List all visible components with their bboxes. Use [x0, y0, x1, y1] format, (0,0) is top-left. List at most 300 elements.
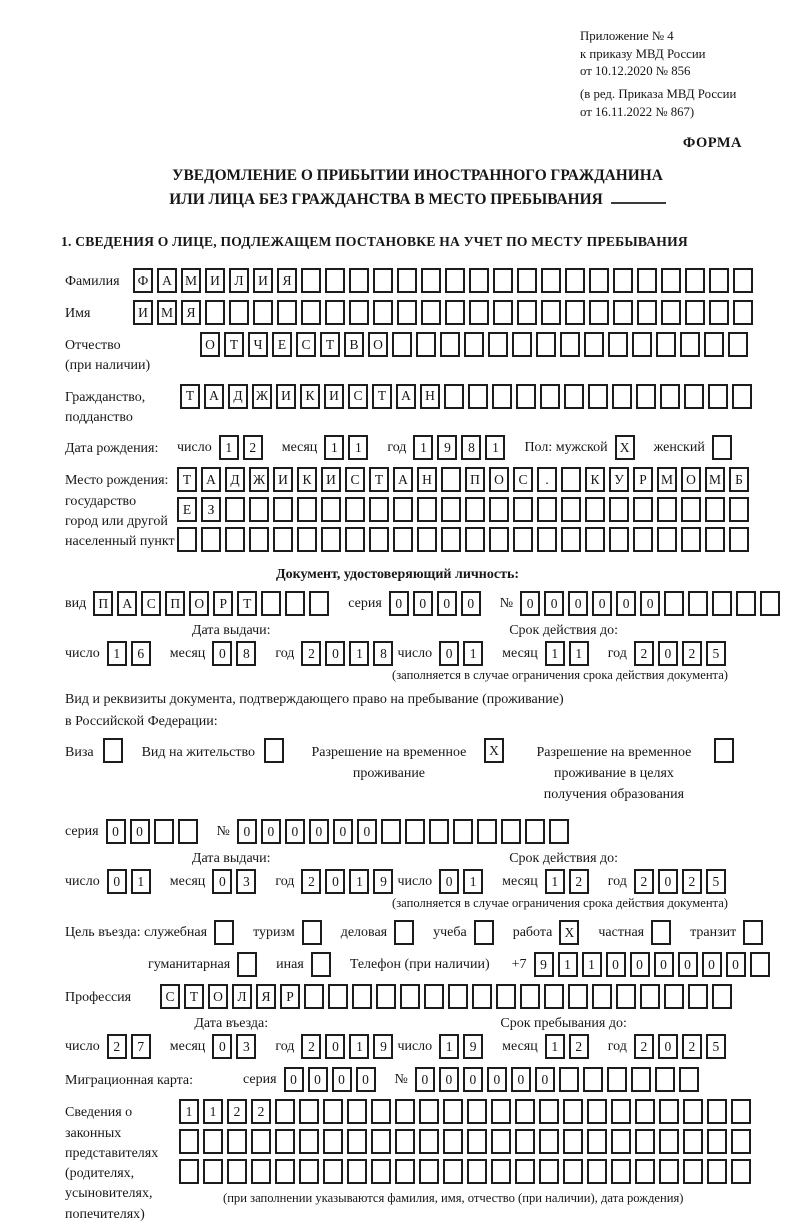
form-cell[interactable]: [750, 952, 770, 977]
form-cell[interactable]: [709, 268, 729, 293]
form-cell[interactable]: [203, 1159, 223, 1184]
form-cell[interactable]: [609, 497, 629, 522]
form-cell[interactable]: [488, 332, 508, 357]
form-cell[interactable]: 0: [658, 1034, 678, 1059]
form-cell[interactable]: П: [165, 591, 185, 616]
form-cell[interactable]: [587, 1129, 607, 1154]
form-cell[interactable]: 1: [349, 869, 369, 894]
form-cell[interactable]: [347, 1099, 367, 1124]
form-cell[interactable]: [421, 268, 441, 293]
form-cell[interactable]: Т: [372, 384, 392, 409]
form-cell[interactable]: 0: [520, 591, 540, 616]
form-cell[interactable]: 0: [439, 641, 459, 666]
form-cell[interactable]: [705, 527, 725, 552]
form-cell[interactable]: [513, 527, 533, 552]
form-cell[interactable]: И: [321, 467, 341, 492]
form-cell[interactable]: Т: [224, 332, 244, 357]
form-cell[interactable]: 0: [606, 952, 626, 977]
form-cell[interactable]: [376, 984, 396, 1009]
form-cell[interactable]: [349, 300, 369, 325]
form-cell[interactable]: [321, 527, 341, 552]
form-cell[interactable]: 0: [654, 952, 674, 977]
form-cell[interactable]: [680, 332, 700, 357]
form-cell[interactable]: [373, 300, 393, 325]
form-cell[interactable]: [253, 300, 273, 325]
form-cell[interactable]: [205, 300, 225, 325]
form-cell[interactable]: [760, 591, 780, 616]
form-cell[interactable]: 0: [487, 1067, 507, 1092]
form-cell[interactable]: [273, 497, 293, 522]
form-cell[interactable]: [501, 819, 521, 844]
form-cell[interactable]: [609, 527, 629, 552]
form-cell[interactable]: 9: [437, 435, 457, 460]
form-cell[interactable]: [394, 920, 414, 945]
form-cell[interactable]: Я: [277, 268, 297, 293]
form-cell[interactable]: 0: [463, 1067, 483, 1092]
form-cell[interactable]: [201, 527, 221, 552]
form-cell[interactable]: 0: [535, 1067, 555, 1092]
form-cell[interactable]: [297, 527, 317, 552]
form-cell[interactable]: [443, 1129, 463, 1154]
form-cell[interactable]: 0: [640, 591, 660, 616]
form-cell[interactable]: [583, 1067, 603, 1092]
form-cell[interactable]: С: [345, 467, 365, 492]
form-cell[interactable]: [685, 268, 705, 293]
form-cell[interactable]: [731, 1099, 751, 1124]
form-cell[interactable]: А: [201, 467, 221, 492]
form-cell[interactable]: 5: [706, 641, 726, 666]
form-cell[interactable]: Д: [228, 384, 248, 409]
form-cell[interactable]: [640, 984, 660, 1009]
form-cell[interactable]: П: [465, 467, 485, 492]
form-cell[interactable]: [496, 984, 516, 1009]
form-cell[interactable]: [736, 591, 756, 616]
form-cell[interactable]: Т: [237, 591, 257, 616]
form-cell[interactable]: [440, 332, 460, 357]
form-cell[interactable]: [613, 268, 633, 293]
form-cell[interactable]: [225, 527, 245, 552]
form-cell[interactable]: 1: [463, 641, 483, 666]
form-cell[interactable]: 0: [437, 591, 457, 616]
form-cell[interactable]: 0: [261, 819, 281, 844]
form-cell[interactable]: [729, 527, 749, 552]
form-cell[interactable]: [421, 300, 441, 325]
form-cell[interactable]: 1: [545, 1034, 565, 1059]
form-cell[interactable]: [445, 268, 465, 293]
form-cell[interactable]: 0: [212, 869, 232, 894]
form-cell[interactable]: [712, 984, 732, 1009]
form-cell[interactable]: [565, 300, 585, 325]
form-cell[interactable]: 0: [616, 591, 636, 616]
form-cell[interactable]: 1: [349, 1034, 369, 1059]
form-cell[interactable]: [214, 920, 234, 945]
form-cell[interactable]: [541, 300, 561, 325]
form-cell[interactable]: [587, 1099, 607, 1124]
form-cell[interactable]: [275, 1099, 295, 1124]
form-cell[interactable]: [559, 1067, 579, 1092]
form-cell[interactable]: 0: [658, 869, 678, 894]
form-cell[interactable]: 6: [131, 641, 151, 666]
form-cell[interactable]: [588, 384, 608, 409]
form-cell[interactable]: [225, 497, 245, 522]
form-cell[interactable]: [227, 1159, 247, 1184]
form-cell[interactable]: 0: [237, 819, 257, 844]
form-cell[interactable]: [657, 497, 677, 522]
form-cell[interactable]: 0: [212, 641, 232, 666]
form-cell[interactable]: 3: [236, 869, 256, 894]
form-cell[interactable]: [612, 384, 632, 409]
form-cell[interactable]: 1: [348, 435, 368, 460]
form-cell[interactable]: [656, 332, 676, 357]
form-cell[interactable]: 0: [332, 1067, 352, 1092]
form-cell[interactable]: П: [93, 591, 113, 616]
form-cell[interactable]: 2: [251, 1099, 271, 1124]
form-cell[interactable]: 3: [236, 1034, 256, 1059]
form-cell[interactable]: [397, 300, 417, 325]
form-cell[interactable]: 2: [107, 1034, 127, 1059]
form-cell[interactable]: [661, 300, 681, 325]
form-cell[interactable]: [395, 1099, 415, 1124]
form-cell[interactable]: [635, 1159, 655, 1184]
form-cell[interactable]: 0: [415, 1067, 435, 1092]
form-cell[interactable]: [635, 1099, 655, 1124]
form-cell[interactable]: М: [157, 300, 177, 325]
form-cell[interactable]: 0: [678, 952, 698, 977]
form-cell[interactable]: [325, 300, 345, 325]
form-cell[interactable]: [397, 268, 417, 293]
form-cell[interactable]: 2: [682, 1034, 702, 1059]
form-cell[interactable]: 0: [308, 1067, 328, 1092]
form-cell[interactable]: [536, 332, 556, 357]
form-cell[interactable]: К: [585, 467, 605, 492]
form-cell[interactable]: [302, 920, 322, 945]
form-cell[interactable]: 0: [130, 819, 150, 844]
form-cell[interactable]: 2: [301, 1034, 321, 1059]
form-cell[interactable]: [465, 497, 485, 522]
form-cell[interactable]: [441, 527, 461, 552]
form-cell[interactable]: С: [348, 384, 368, 409]
form-cell[interactable]: .: [537, 467, 557, 492]
form-cell[interactable]: [525, 819, 545, 844]
form-cell[interactable]: [154, 819, 174, 844]
form-cell[interactable]: [474, 920, 494, 945]
form-cell[interactable]: О: [208, 984, 228, 1009]
form-cell[interactable]: С: [141, 591, 161, 616]
form-cell[interactable]: [419, 1159, 439, 1184]
form-cell[interactable]: [345, 497, 365, 522]
form-cell[interactable]: 2: [301, 641, 321, 666]
form-cell[interactable]: [227, 1129, 247, 1154]
form-cell[interactable]: 0: [357, 819, 377, 844]
form-cell[interactable]: [659, 1129, 679, 1154]
form-cell[interactable]: [683, 1099, 703, 1124]
form-cell[interactable]: [229, 300, 249, 325]
form-cell[interactable]: 0: [333, 819, 353, 844]
form-cell[interactable]: [395, 1129, 415, 1154]
form-cell[interactable]: 5: [706, 869, 726, 894]
form-cell[interactable]: И: [276, 384, 296, 409]
form-cell[interactable]: [537, 497, 557, 522]
form-cell[interactable]: [467, 1129, 487, 1154]
form-cell[interactable]: 2: [634, 1034, 654, 1059]
form-cell[interactable]: [443, 1099, 463, 1124]
form-cell[interactable]: И: [324, 384, 344, 409]
form-cell[interactable]: [515, 1129, 535, 1154]
form-cell[interactable]: 0: [568, 591, 588, 616]
form-cell[interactable]: [373, 268, 393, 293]
form-cell[interactable]: [733, 300, 753, 325]
form-cell[interactable]: [611, 1129, 631, 1154]
form-cell[interactable]: 1: [179, 1099, 199, 1124]
form-cell[interactable]: [429, 819, 449, 844]
form-cell[interactable]: 8: [461, 435, 481, 460]
form-cell[interactable]: [637, 300, 657, 325]
form-cell[interactable]: [707, 1129, 727, 1154]
form-cell[interactable]: Т: [184, 984, 204, 1009]
form-cell[interactable]: [704, 332, 724, 357]
form-cell[interactable]: [424, 984, 444, 1009]
form-cell[interactable]: [448, 984, 468, 1009]
form-cell[interactable]: [299, 1159, 319, 1184]
form-cell[interactable]: 5: [706, 1034, 726, 1059]
form-cell[interactable]: [517, 268, 537, 293]
form-cell[interactable]: Т: [369, 467, 389, 492]
form-cell[interactable]: 2: [634, 641, 654, 666]
form-cell[interactable]: [251, 1159, 271, 1184]
form-cell[interactable]: [664, 984, 684, 1009]
form-cell[interactable]: 9: [534, 952, 554, 977]
form-cell[interactable]: [349, 268, 369, 293]
form-cell[interactable]: 9: [373, 1034, 393, 1059]
form-cell[interactable]: 0: [461, 591, 481, 616]
form-cell[interactable]: [683, 1129, 703, 1154]
form-cell[interactable]: [707, 1099, 727, 1124]
form-cell[interactable]: [179, 1159, 199, 1184]
form-cell[interactable]: [277, 300, 297, 325]
form-cell[interactable]: [592, 984, 612, 1009]
form-cell[interactable]: [419, 1099, 439, 1124]
form-cell[interactable]: Р: [280, 984, 300, 1009]
form-cell[interactable]: [540, 384, 560, 409]
form-cell[interactable]: 1: [545, 869, 565, 894]
form-cell[interactable]: 0: [325, 641, 345, 666]
form-cell[interactable]: Р: [213, 591, 233, 616]
form-cell[interactable]: [273, 527, 293, 552]
form-cell[interactable]: 2: [682, 869, 702, 894]
form-cell[interactable]: [589, 268, 609, 293]
form-cell[interactable]: 0: [592, 591, 612, 616]
form-cell[interactable]: [683, 1159, 703, 1184]
form-cell[interactable]: 1: [545, 641, 565, 666]
form-cell[interactable]: И: [205, 268, 225, 293]
form-cell[interactable]: [203, 1129, 223, 1154]
form-cell[interactable]: З: [201, 497, 221, 522]
form-cell[interactable]: Ф: [133, 268, 153, 293]
form-cell[interactable]: [419, 1129, 439, 1154]
form-cell[interactable]: 1: [107, 641, 127, 666]
form-cell[interactable]: [237, 952, 257, 977]
form-cell[interactable]: О: [681, 467, 701, 492]
form-cell[interactable]: С: [296, 332, 316, 357]
form-cell[interactable]: [493, 268, 513, 293]
form-cell[interactable]: 0: [212, 1034, 232, 1059]
form-cell[interactable]: Н: [417, 467, 437, 492]
form-cell[interactable]: Р: [633, 467, 653, 492]
form-cell[interactable]: [299, 1099, 319, 1124]
form-cell[interactable]: [708, 384, 728, 409]
form-cell[interactable]: [491, 1159, 511, 1184]
form-cell[interactable]: 8: [236, 641, 256, 666]
form-cell[interactable]: [541, 268, 561, 293]
form-cell[interactable]: [608, 332, 628, 357]
form-cell[interactable]: [468, 384, 488, 409]
form-cell[interactable]: [659, 1159, 679, 1184]
form-cell[interactable]: 1: [582, 952, 602, 977]
form-cell[interactable]: А: [157, 268, 177, 293]
form-cell[interactable]: [393, 527, 413, 552]
form-cell[interactable]: [714, 738, 734, 763]
form-cell[interactable]: 1: [439, 1034, 459, 1059]
form-cell[interactable]: [179, 1129, 199, 1154]
form-cell[interactable]: [469, 300, 489, 325]
form-cell[interactable]: [517, 300, 537, 325]
form-cell[interactable]: Т: [177, 467, 197, 492]
form-cell[interactable]: [684, 384, 704, 409]
form-cell[interactable]: [444, 384, 464, 409]
form-cell[interactable]: [733, 268, 753, 293]
form-cell[interactable]: 0: [309, 819, 329, 844]
form-cell[interactable]: [731, 1159, 751, 1184]
form-cell[interactable]: 7: [131, 1034, 151, 1059]
form-cell[interactable]: Е: [177, 497, 197, 522]
form-cell[interactable]: [275, 1159, 295, 1184]
form-cell[interactable]: [712, 435, 732, 460]
form-cell[interactable]: [688, 984, 708, 1009]
form-cell[interactable]: [515, 1099, 535, 1124]
form-cell[interactable]: [369, 497, 389, 522]
form-cell[interactable]: У: [609, 467, 629, 492]
form-cell[interactable]: 2: [634, 869, 654, 894]
form-cell[interactable]: [492, 384, 512, 409]
form-cell[interactable]: [381, 819, 401, 844]
form-cell[interactable]: [249, 527, 269, 552]
form-cell[interactable]: [464, 332, 484, 357]
form-cell[interactable]: [416, 332, 436, 357]
form-cell[interactable]: [539, 1099, 559, 1124]
form-cell[interactable]: [441, 497, 461, 522]
form-cell[interactable]: С: [513, 467, 533, 492]
form-cell[interactable]: 0: [106, 819, 126, 844]
form-cell[interactable]: [563, 1129, 583, 1154]
form-cell[interactable]: 1: [131, 869, 151, 894]
form-cell[interactable]: 1: [463, 869, 483, 894]
form-cell[interactable]: [371, 1159, 391, 1184]
form-cell[interactable]: [445, 300, 465, 325]
form-cell[interactable]: [352, 984, 372, 1009]
form-cell[interactable]: 0: [630, 952, 650, 977]
form-cell[interactable]: [561, 497, 581, 522]
form-cell[interactable]: [681, 497, 701, 522]
form-cell[interactable]: [655, 1067, 675, 1092]
form-cell[interactable]: [393, 497, 413, 522]
form-cell[interactable]: 0: [658, 641, 678, 666]
form-cell[interactable]: X: [615, 435, 635, 460]
form-cell[interactable]: 1: [324, 435, 344, 460]
form-cell[interactable]: [323, 1099, 343, 1124]
form-cell[interactable]: [664, 591, 684, 616]
form-cell[interactable]: [323, 1129, 343, 1154]
form-cell[interactable]: [659, 1099, 679, 1124]
form-cell[interactable]: [544, 984, 564, 1009]
form-cell[interactable]: [371, 1099, 391, 1124]
form-cell[interactable]: М: [181, 268, 201, 293]
form-cell[interactable]: О: [200, 332, 220, 357]
form-cell[interactable]: [657, 527, 677, 552]
form-cell[interactable]: 2: [301, 869, 321, 894]
form-cell[interactable]: [631, 1067, 651, 1092]
form-cell[interactable]: Е: [272, 332, 292, 357]
form-cell[interactable]: [301, 268, 321, 293]
form-cell[interactable]: 1: [569, 641, 589, 666]
form-cell[interactable]: 1: [413, 435, 433, 460]
form-cell[interactable]: [660, 384, 680, 409]
form-cell[interactable]: [636, 384, 656, 409]
form-cell[interactable]: [417, 527, 437, 552]
form-cell[interactable]: [563, 1159, 583, 1184]
form-cell[interactable]: [178, 819, 198, 844]
form-cell[interactable]: Н: [420, 384, 440, 409]
form-cell[interactable]: 2: [243, 435, 263, 460]
form-cell[interactable]: [249, 497, 269, 522]
form-cell[interactable]: Ж: [252, 384, 272, 409]
form-cell[interactable]: [489, 527, 509, 552]
form-cell[interactable]: [632, 332, 652, 357]
form-cell[interactable]: [491, 1099, 511, 1124]
form-cell[interactable]: М: [705, 467, 725, 492]
form-cell[interactable]: [297, 497, 317, 522]
form-cell[interactable]: [564, 384, 584, 409]
form-cell[interactable]: 1: [558, 952, 578, 977]
form-cell[interactable]: [587, 1159, 607, 1184]
form-cell[interactable]: Я: [256, 984, 276, 1009]
form-cell[interactable]: 0: [356, 1067, 376, 1092]
form-cell[interactable]: 0: [544, 591, 564, 616]
form-cell[interactable]: [633, 527, 653, 552]
form-cell[interactable]: [637, 268, 657, 293]
form-cell[interactable]: [345, 527, 365, 552]
form-cell[interactable]: А: [393, 467, 413, 492]
form-cell[interactable]: 0: [511, 1067, 531, 1092]
form-cell[interactable]: [565, 268, 585, 293]
form-cell[interactable]: [299, 1129, 319, 1154]
form-cell[interactable]: 0: [325, 869, 345, 894]
form-cell[interactable]: [709, 300, 729, 325]
form-cell[interactable]: 8: [373, 641, 393, 666]
form-cell[interactable]: [688, 591, 708, 616]
form-cell[interactable]: 1: [485, 435, 505, 460]
form-cell[interactable]: [561, 467, 581, 492]
form-cell[interactable]: [651, 920, 671, 945]
form-cell[interactable]: 0: [284, 1067, 304, 1092]
form-cell[interactable]: [405, 819, 425, 844]
form-cell[interactable]: X: [484, 738, 504, 763]
form-cell[interactable]: [681, 527, 701, 552]
form-cell[interactable]: В: [344, 332, 364, 357]
form-cell[interactable]: [537, 527, 557, 552]
form-cell[interactable]: [369, 527, 389, 552]
form-cell[interactable]: О: [189, 591, 209, 616]
form-cell[interactable]: [347, 1159, 367, 1184]
